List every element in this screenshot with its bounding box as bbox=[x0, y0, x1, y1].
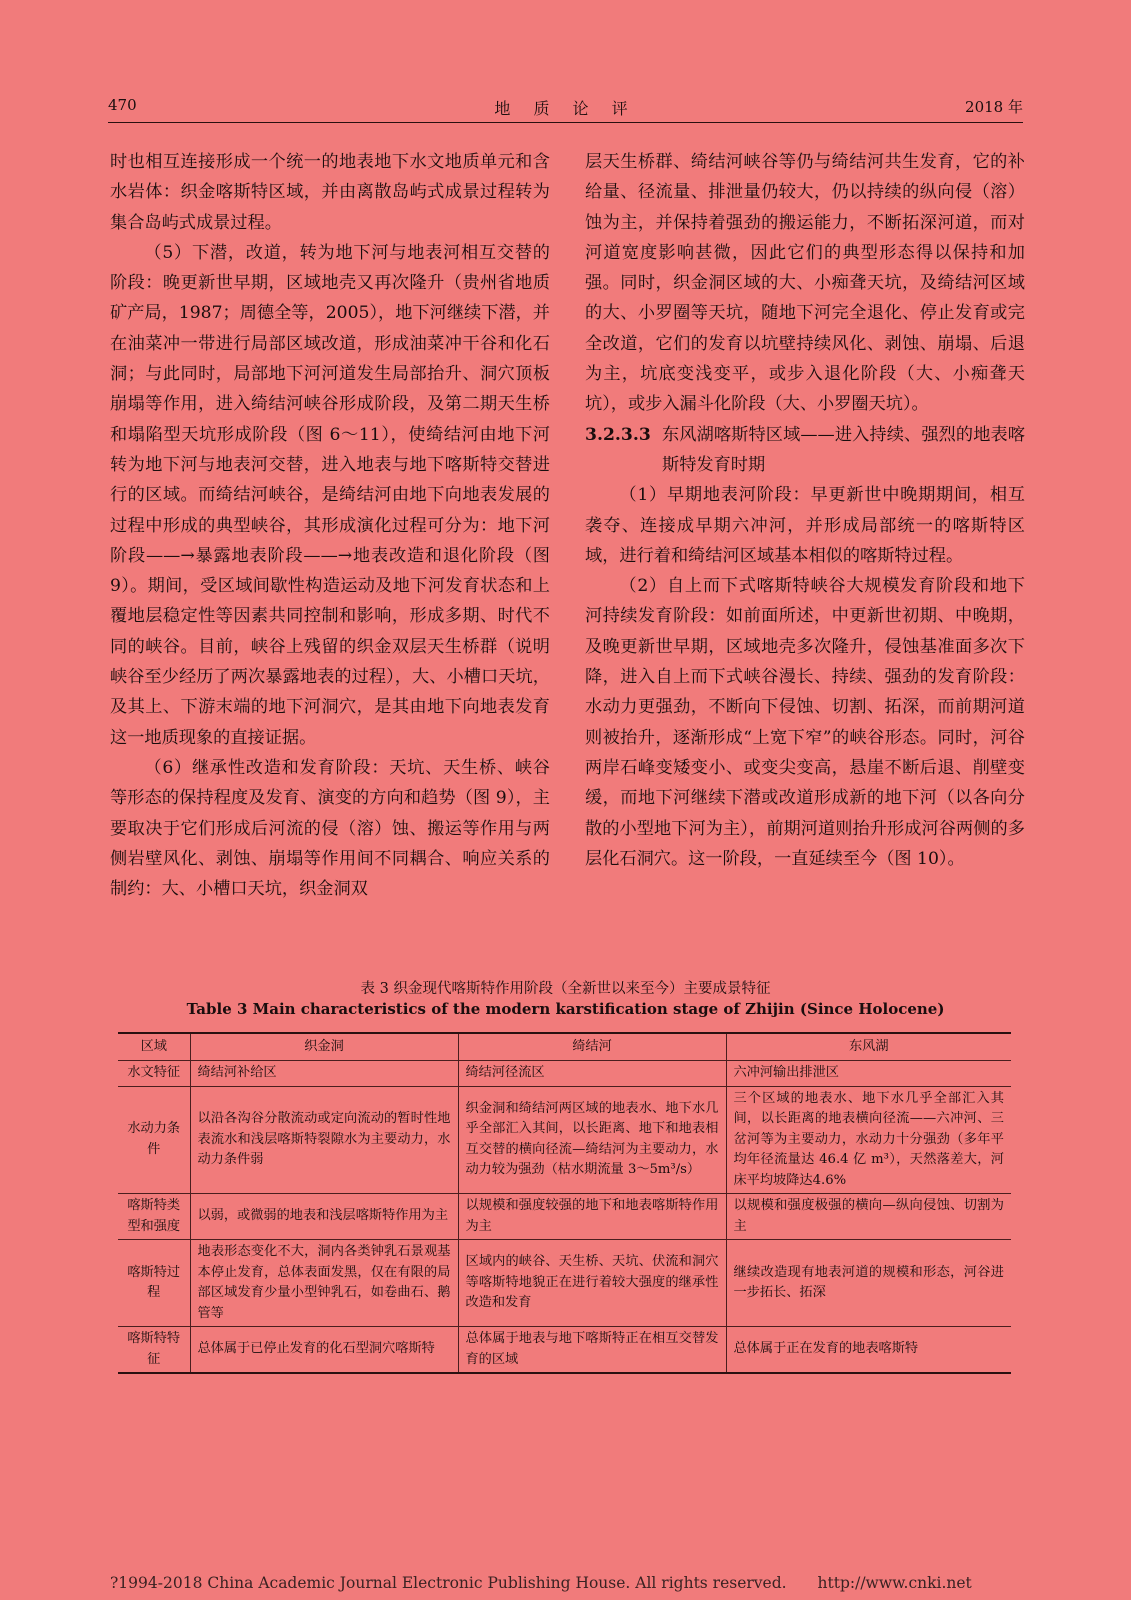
column-header: 区域 bbox=[118, 1033, 190, 1061]
table-cell: 总体属于正在发育的地表喀斯特 bbox=[726, 1327, 1011, 1374]
paragraph: （6）继承性改造和发育阶段：天坑、天生桥、峡谷等形态的保持程度及发育、演变的方向和趋势（图 9），主要取决于它们形成后河流的侵（溶）蚀、搬运等作用与两侧岩壁风化、剥蚀、崩塌等作用间不同耦合、响应关系的制约：大、小槽口天坑，织金洞双 bbox=[110, 757, 550, 900]
table-cell: 总体属于已停止发育的化石型洞穴喀斯特 bbox=[190, 1327, 458, 1374]
row-header: 喀斯特类型和强度 bbox=[118, 1194, 190, 1240]
table-cell: 继续改造现有地表河道的规模和形态，河谷进一步拓长、拓深 bbox=[726, 1240, 1011, 1327]
paragraph: （1）早期地表河阶段：早更新世中晚期期间，相互袭夺、连接成早期六冲河，并形成局部统一的喀斯特区域，进行着和绮结河区域基本相似的喀斯特过程。 bbox=[585, 485, 1025, 566]
copyright-footer bbox=[110, 1574, 972, 1592]
row-header: 水文特征 bbox=[118, 1061, 190, 1087]
table-cell: 以沿各沟谷分散流动或定向流动的暂时性地表流水和浅层喀斯特裂隙水为主要动力，水动力条件弱 bbox=[190, 1086, 458, 1194]
table-cell: 六冲河输出排泄区 bbox=[726, 1061, 1011, 1087]
table-row bbox=[118, 1327, 1011, 1374]
table-cell: 以规模和强度较强的地下和地表喀斯特作用为主 bbox=[458, 1194, 726, 1240]
row-header: 喀斯特过程 bbox=[118, 1240, 190, 1327]
right-column bbox=[585, 147, 1025, 874]
paragraph: 层天生桥群、绮结河峡谷等仍与绮结河共生发育，它的补给量、径流量、排泄量仍较大，仍以持续的纵向侵（溶）蚀为主，并保持着强劲的搬运能力，不断拓深河道，而对河道宽度影响甚微，因此它们的典型形态得以保持和加强。同时，织金洞区域的大、小痴聋天坑，及绮结河区域的大、小罗圈等天坑，随地下河完全退化、停止发育或完全改道，它们的发育以坑壁持续风化、剥蚀、崩塌、后退为主，坑底变浅变平，或步入退化阶段（大、小痴聋天坑），或步入漏斗化阶段（大、小罗圈天坑）。 bbox=[585, 152, 1025, 415]
column-header: 织金洞 bbox=[190, 1033, 458, 1061]
table-cell: 三个区域的地表水、地下水几乎全部汇入其间，以长距离的地表横向径流——六冲河、三岔河等为主要动力，水动力十分强劲（多年平均年径流量达 46.4 亿 m³），天然落差大，河床平均坡降达4.6% bbox=[726, 1086, 1011, 1194]
table-row bbox=[118, 1086, 1011, 1194]
section-number: 3.2.3.3 bbox=[585, 424, 651, 445]
table-caption-english: Table 3 Main characteristics of the modern karstification stage of Zhijin (Since Holocene) bbox=[186, 1000, 945, 1018]
column-header: 绮结河 bbox=[458, 1033, 726, 1061]
section-heading bbox=[585, 420, 1025, 481]
karst-stage-table bbox=[118, 1032, 1011, 1374]
column-header: 东风湖 bbox=[726, 1033, 1011, 1061]
page-number: 470 bbox=[108, 96, 137, 114]
copyright-text: ?1994-2018 China Academic Journal Electronic Publishing House. All rights reserved. bbox=[110, 1574, 787, 1592]
paragraph: （5）下潜，改道，转为地下河与地表河相互交替的阶段：晚更新世早期，区域地壳又再次隆升（贵州省地质矿产局，1987；周德全等，2005），地下河继续下潜，并在油菜冲一带进行局部区域改道，形成油菜冲干谷和化石洞；与此同时，局部地下河河道发生局部抬升、洞穴顶板崩塌等作用，进入绮结河峡谷形成阶段，及第二期天生桥和塌陷型天坑形成阶段（图 6～11），使绮结河由地下河转为地下河与地表河交替，进入地表与地下喀斯特交替进行的区域。而绮结河峡谷，是绮结河由地下向地表发展的过程中形成的典型峡谷，其形成演化过程可分为：地下河阶段——→暴露地表阶段——→地表改造和退化阶段（图 9）。期间，受区域间歇性构造运动及地下河发育状态和上覆地层稳定性等因素共同控制和影响，形成多期、时代不同的峡谷。目前，峡谷上残留的织金双层天生桥群（说明峡谷至少经历了两次暴露地表的过程），大、小槽口天坑，及其上、下游末端的地下河洞穴，是其由地下向地表发育这一地质现象的直接证据。 bbox=[110, 242, 550, 748]
table-header-row bbox=[118, 1033, 1011, 1061]
table-cell: 以弱，或微弱的地表和浅层喀斯特作用为主 bbox=[190, 1194, 458, 1240]
table-caption-chinese: 表 3 织金现代喀斯特作用阶段（全新世以来至今）主要成景特征 bbox=[360, 981, 771, 997]
paragraph: 时也相互连接形成一个统一的地表地下水文地质单元和含水岩体：织金喀斯特区域，并由离散岛屿式成景过程转为集合岛屿式成景过程。 bbox=[110, 152, 550, 233]
table-row bbox=[118, 1240, 1011, 1327]
row-header: 喀斯特特征 bbox=[118, 1327, 190, 1374]
table-cell: 绮结河径流区 bbox=[458, 1061, 726, 1087]
table-cell: 绮结河补给区 bbox=[190, 1061, 458, 1087]
row-header: 水动力条件 bbox=[118, 1086, 190, 1194]
journal-title: 地 质 论 评 bbox=[494, 99, 637, 118]
table-row bbox=[118, 1061, 1011, 1087]
table-cell: 地表形态变化不大，洞内各类钟乳石景观基本停止发育，总体表面发黑，仅在有限的局部区域发育少量小型钟乳石，如卷曲石、鹅管等 bbox=[190, 1240, 458, 1327]
section-title: 东风湖喀斯特区域——进入持续、强烈的地表喀斯特发育时期 bbox=[662, 424, 1025, 475]
publication-year: 2018 年 bbox=[965, 98, 1023, 116]
cnki-link[interactable]: http://www.cnki.net bbox=[817, 1574, 972, 1592]
header-rule bbox=[108, 122, 1023, 123]
table-row bbox=[118, 1194, 1011, 1240]
table-cell: 织金洞和绮结河两区域的地表水、地下水几乎全部汇入其间，以长距离、地下和地表相互交替的横向径流—绮结河为主要动力，水动力较为强劲（枯水期流量 3～5m³/s） bbox=[458, 1086, 726, 1194]
table-cell: 总体属于地表与地下喀斯特正在相互交替发育的区域 bbox=[458, 1327, 726, 1374]
table-cell: 以规模和强度极强的横向—纵向侵蚀、切割为主 bbox=[726, 1194, 1011, 1240]
table-cell: 区域内的峡谷、天生桥、天坑、伏流和洞穴等喀斯特地貌正在进行着较大强度的继承性改造和发育 bbox=[458, 1240, 726, 1327]
left-column bbox=[110, 147, 550, 904]
paragraph: （2）自上而下式喀斯特峡谷大规模发育阶段和地下河持续发育阶段：如前面所述，中更新世初期、中晚期，及晚更新世早期，区域地壳多次隆升，侵蚀基准面多次下降，进入自上而下式峡谷漫长、持续、强劲的发育阶段：水动力更强劲，不断向下侵蚀、切割、拓深，而前期河道则被抬升，逐渐形成“上宽下窄”的峡谷形态。同时，河谷两岸石峰变矮变小、或变尖变高，悬崖不断后退、削壁变缓，而地下河继续下潜或改道形成新的地下河（以各向分散的小型地下河为主），前期河道则抬升形成河谷两侧的多层化石洞穴。这一阶段，一直延续至今（图 10）。 bbox=[585, 576, 1025, 869]
running-header bbox=[108, 96, 1023, 120]
